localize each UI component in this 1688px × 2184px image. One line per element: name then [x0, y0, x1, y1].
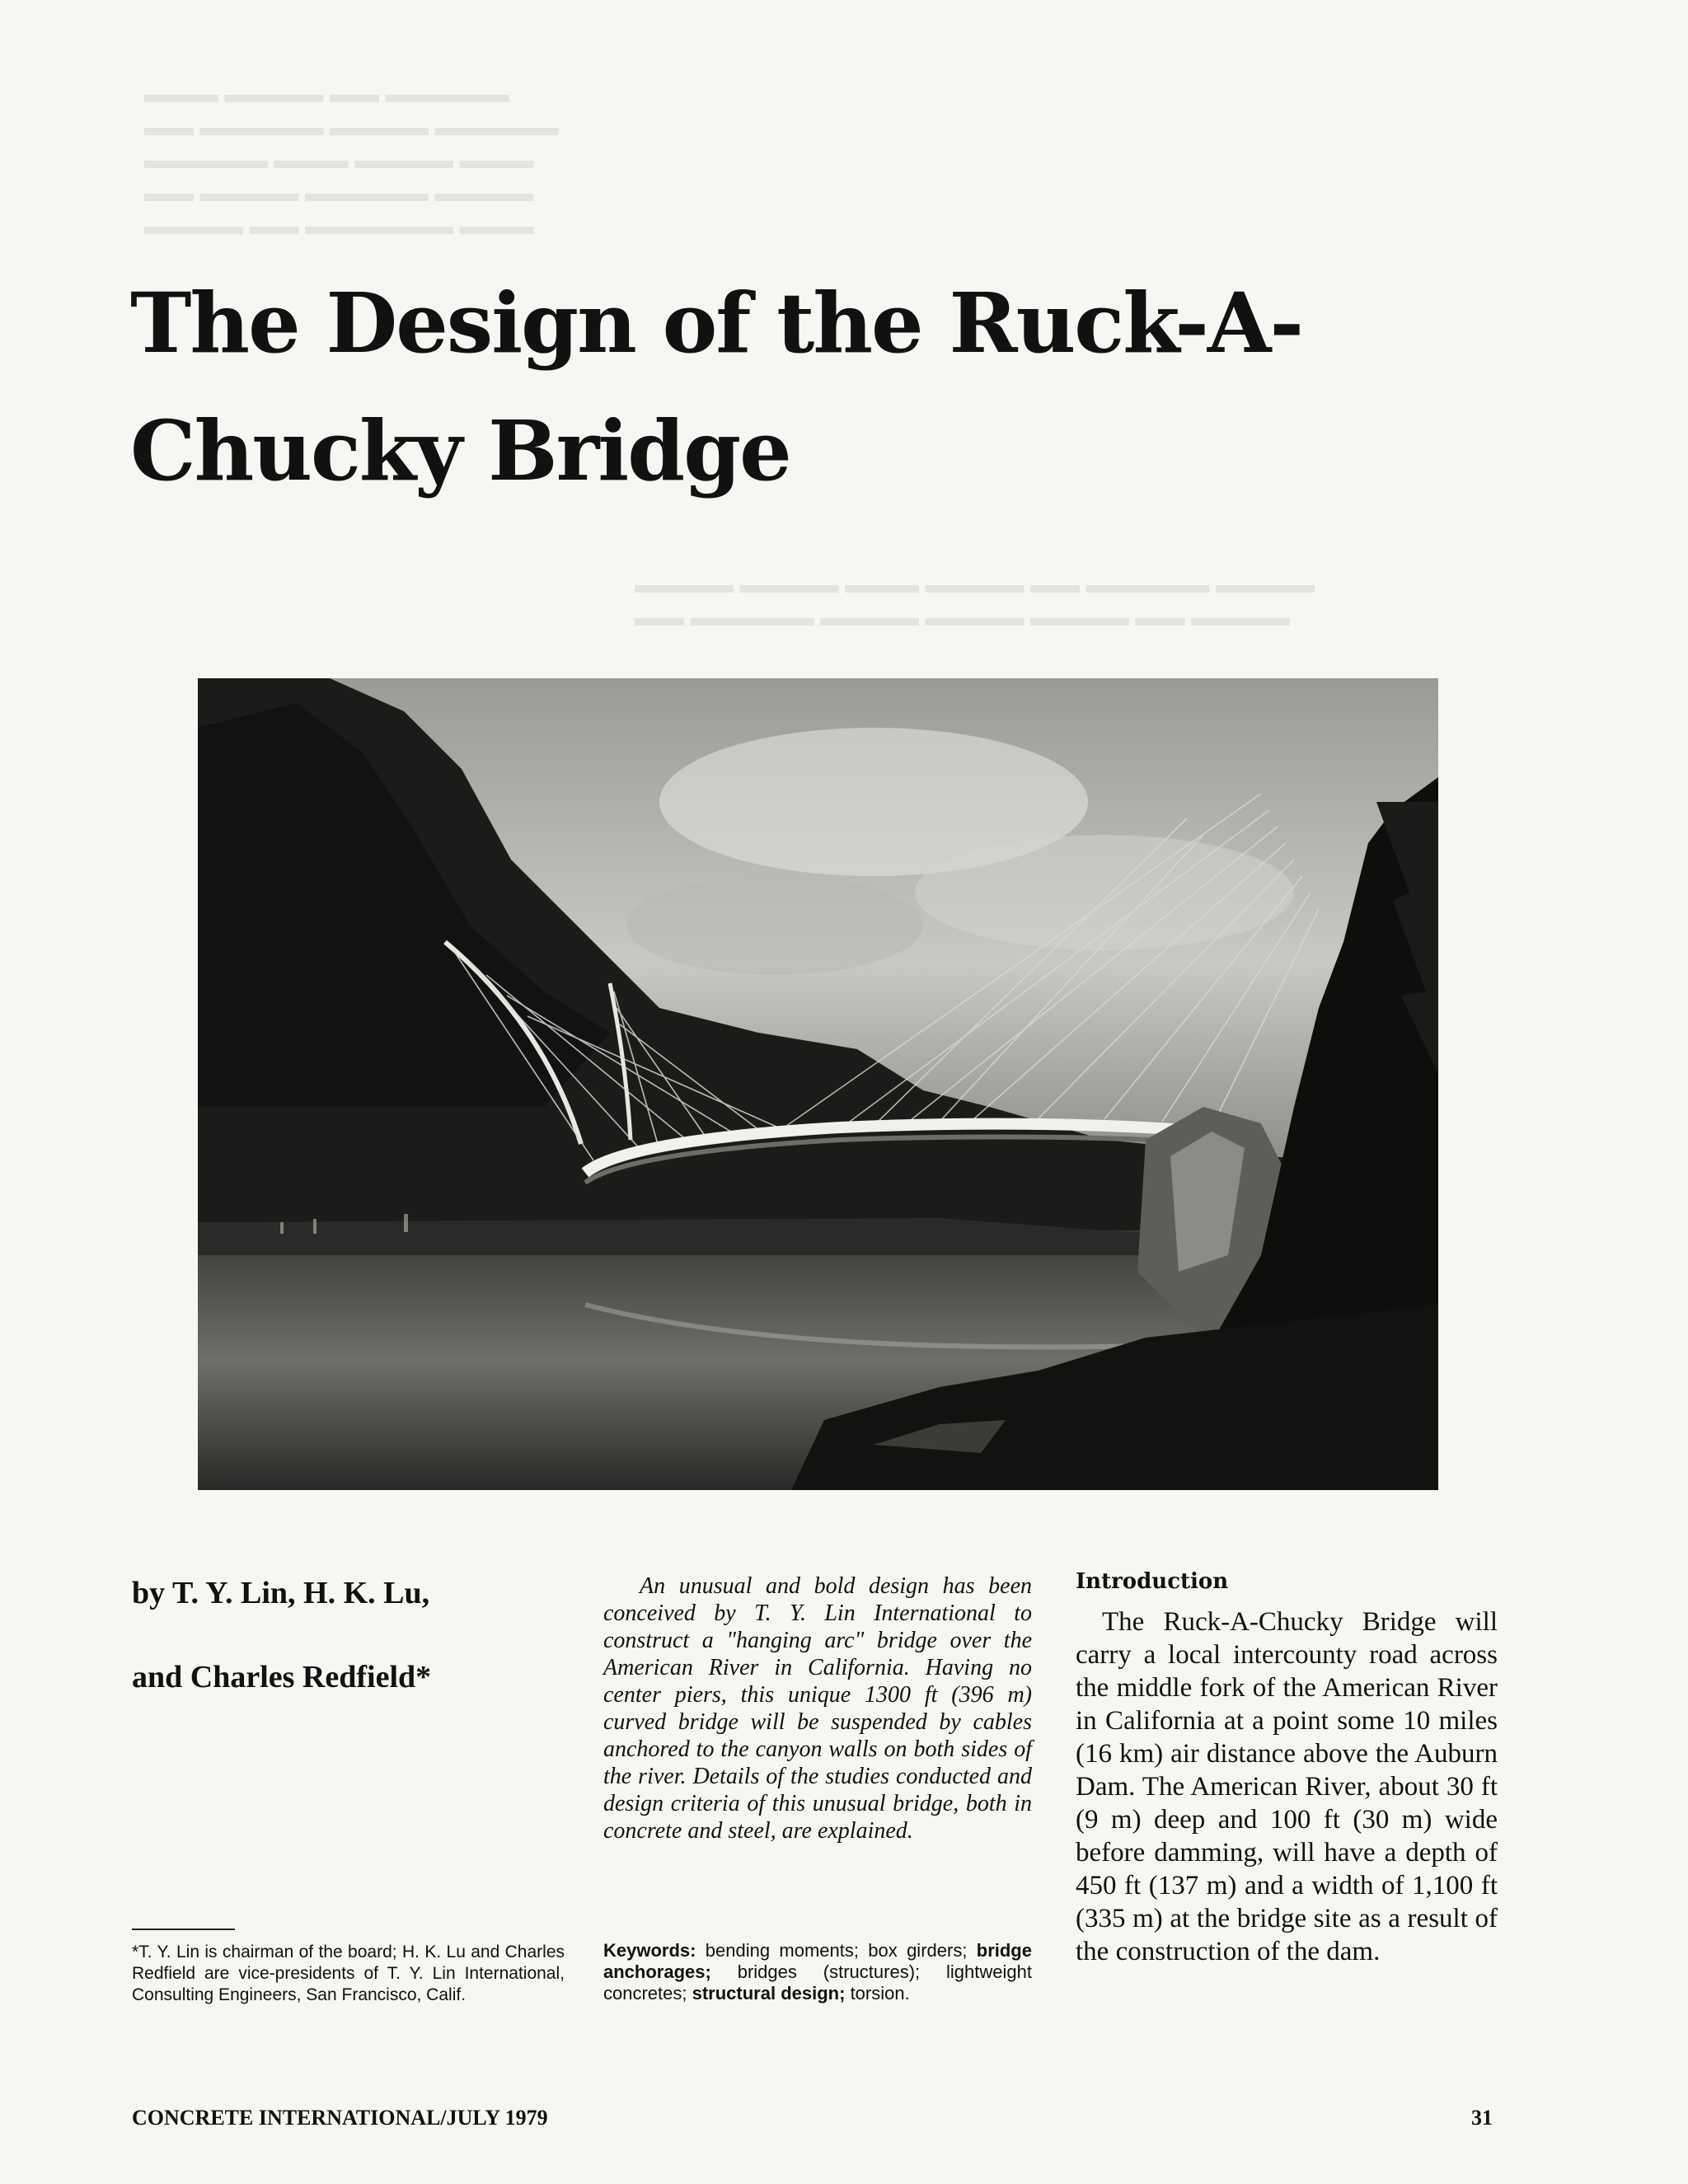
article-title: The Design of the Ruck-A-Chucky Bridge	[130, 274, 1303, 499]
footnote-rule	[132, 1929, 235, 1930]
keywords-label: Keywords:	[603, 1940, 696, 1961]
byline-authors-line2: and Charles Redfield*	[132, 1660, 432, 1694]
bleed-through-right: ▬▬▬▬ ▬▬▬▬ ▬▬▬ ▬▬▬▬ ▬▬ ▬▬▬▬▬ ▬▬▬▬ ▬▬ ▬▬▬▬▬ ▬▬▬▬ ▬▬▬▬ ▬▬▬▬ ▬▬ ▬▬▬▬	[635, 571, 1315, 631]
keywords	[603, 1940, 1032, 2004]
keyword-bridge-anchorages: bridge anchorages;	[603, 1940, 1032, 1982]
byline-authors-line1: by T. Y. Lin, H. K. Lu,	[132, 1576, 430, 1610]
bridge-illustration	[198, 678, 1438, 1490]
bridge-rendering-svg	[198, 678, 1438, 1490]
author-footnote: *T. Y. Lin is chairman of the board; H. K. Lu and Charles Redfield are vice-presidents of T. Y. Lin International, Consulting Engineers, San Francisco, Calif.	[132, 1943, 565, 2004]
introduction-heading: Introduction	[1076, 1569, 1229, 1594]
keywords-text-2: bridges (structures); lightweight concretes;	[603, 1961, 1032, 2004]
introduction-body: The Ruck-A-Chucky Bridge will carry a local intercounty road across the middle fork of the American River in California at a point some 10 miles (16 km) air distance above the Auburn Dam. The American River, about 30 ft (9 m) deep and 100 ft (30 m) wide before damming, will have a depth of 450 ft (137 m) and a width of 1,100 ft (335 m) at the bridge site as a result of the construction of the dam.	[1076, 1607, 1498, 1966]
keywords-text-3: torsion.	[850, 1983, 910, 2004]
abstract: An unusual and bold design has been conceived by T. Y. Lin International to construct a "hanging arc" bridge over the American River in California. Having no center piers, this unique 1300 ft (396 m) curved bridge will be suspended by cables anchored to the canyon walls on both sides of the river. Details of the studies conducted and design criteria of this unusual bridge, both in concrete and steel, are explained.	[603, 1573, 1032, 1844]
bleed-through-left: ▬▬▬ ▬▬▬▬ ▬▬ ▬▬▬▬▬ ▬▬ ▬▬▬▬▬ ▬▬▬▬ ▬▬▬▬▬ ▬▬▬▬▬ ▬▬▬ ▬▬▬▬ ▬▬▬ ▬▬ ▬▬▬▬ ▬▬▬▬▬ ▬▬▬▬ ▬▬▬▬ ▬▬ ▬▬▬▬▬▬ ▬▬▬	[144, 81, 559, 240]
keyword-structural-design: structural design;	[692, 1983, 846, 2004]
page-number: 31	[1471, 2106, 1493, 2130]
keywords-text-1: bending moments; box girders;	[705, 1940, 968, 1961]
journal-footer: CONCRETE INTERNATIONAL/JULY 1979	[132, 2106, 548, 2130]
